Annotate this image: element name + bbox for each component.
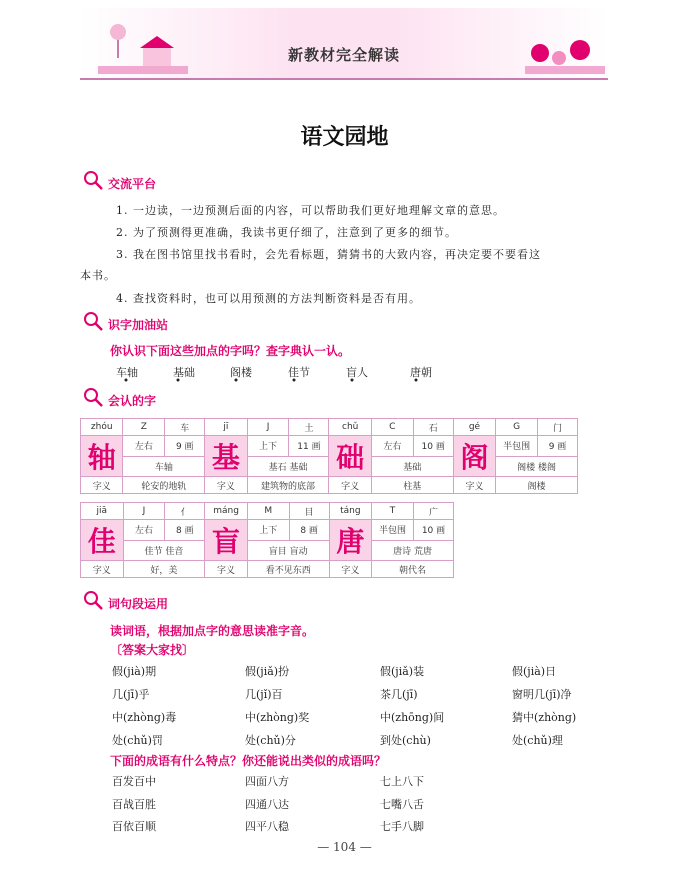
idiom: 百依百顺 bbox=[112, 820, 156, 833]
literacy-word: 盲人 bbox=[346, 366, 368, 379]
words: 唐诗 荒唐 bbox=[372, 540, 454, 561]
section-label: 交流平台 bbox=[108, 177, 157, 191]
answer-item: 茶几(jī) bbox=[380, 688, 418, 701]
big-char: 唐 bbox=[329, 520, 372, 561]
radical: 亻 bbox=[165, 503, 205, 520]
header-banner bbox=[80, 8, 608, 80]
answer-item: 中(zhōng)间 bbox=[380, 711, 445, 724]
index-letter: J bbox=[247, 419, 289, 436]
paragraph: 1. 一边读，一边预测后面的内容，可以帮助我们更好地理解文章的意思。 bbox=[116, 204, 505, 217]
paragraph: 4. 查找资料时，也可以用预测的方法判断资料是否有用。 bbox=[116, 292, 421, 305]
big-char: 佳 bbox=[81, 520, 124, 561]
meaning: 建筑物的底部 bbox=[247, 477, 329, 494]
big-char: 轴 bbox=[81, 436, 123, 477]
strokes: 8 画 bbox=[165, 520, 205, 541]
section-label: 识字加油站 bbox=[108, 318, 169, 332]
literacy-word: 唐朝 bbox=[410, 366, 432, 379]
page-number: 104 bbox=[333, 840, 356, 854]
structure: 半包围 bbox=[496, 436, 538, 457]
answer-item: 猜中(zhòng) bbox=[512, 711, 577, 724]
meaning: 阁楼 bbox=[496, 477, 578, 494]
structure: 上下 bbox=[247, 436, 289, 457]
structure: 左右 bbox=[123, 436, 165, 457]
meaning-label: 字义 bbox=[81, 561, 124, 578]
magnifier-icon bbox=[82, 169, 104, 191]
structure: 半包围 bbox=[372, 520, 414, 541]
meaning-label: 字义 bbox=[453, 477, 495, 494]
section-title-chars bbox=[108, 392, 156, 409]
words: 佳节 佳音 bbox=[123, 540, 205, 561]
index-letter: C bbox=[371, 419, 413, 436]
strokes: 8 画 bbox=[289, 520, 329, 541]
emphasis-dots bbox=[110, 377, 470, 383]
structure: 左右 bbox=[123, 520, 165, 541]
footer-dash: — bbox=[317, 840, 334, 854]
meaning: 好，美 bbox=[123, 561, 205, 578]
big-char: 盲 bbox=[205, 520, 248, 561]
section-title-literacy bbox=[108, 316, 168, 333]
idiom: 四面八方 bbox=[245, 775, 289, 788]
words: 基石 基础 bbox=[247, 456, 329, 477]
answer-item: 中(zhòng)毒 bbox=[112, 711, 177, 724]
meaning-label: 字义 bbox=[329, 477, 371, 494]
strokes: 11 画 bbox=[289, 436, 329, 457]
index-letter: Z bbox=[123, 419, 165, 436]
idiom: 百战百胜 bbox=[112, 798, 156, 811]
pinyin: jī bbox=[205, 419, 247, 436]
meaning: 轮安的地轨 bbox=[123, 477, 205, 494]
radical: 石 bbox=[413, 419, 453, 436]
answer-item: 到处(chù) bbox=[380, 734, 431, 747]
structure: 左右 bbox=[371, 436, 413, 457]
structure: 上下 bbox=[247, 520, 289, 541]
answer-item: 处(chǔ)罚 bbox=[112, 734, 163, 747]
answer-item: 几(jǐ)百 bbox=[245, 688, 283, 701]
strokes: 9 画 bbox=[538, 436, 578, 457]
usage-task2: 下面的成语有什么特点？你还能说出类似的成语吗？ bbox=[110, 754, 387, 768]
char-table-row1 bbox=[80, 418, 578, 494]
words: 盲目 盲动 bbox=[247, 540, 329, 561]
idiom: 七上八下 bbox=[380, 775, 424, 788]
answer-item: 中(zhòng)奖 bbox=[245, 711, 310, 724]
idiom: 百发百中 bbox=[112, 775, 156, 788]
answer-item: 几(jī)乎 bbox=[112, 688, 150, 701]
magnifier-icon bbox=[82, 589, 104, 611]
radical: 目 bbox=[289, 503, 329, 520]
strokes: 9 画 bbox=[165, 436, 205, 457]
words: 基础 bbox=[371, 456, 453, 477]
strokes: 10 画 bbox=[413, 436, 453, 457]
words: 阁楼 楼阁 bbox=[496, 456, 578, 477]
idiom: 七手八脚 bbox=[380, 820, 424, 833]
paragraph: 本书。 bbox=[80, 269, 116, 282]
pinyin: zhóu bbox=[81, 419, 123, 436]
answer-item: 假(jiǎ)装 bbox=[380, 665, 425, 678]
answer-item: 处(chǔ)理 bbox=[512, 734, 563, 747]
meaning: 朝代名 bbox=[372, 561, 454, 578]
pinyin: táng bbox=[329, 503, 372, 520]
big-char: 阁 bbox=[453, 436, 495, 477]
answer-item: 处(chǔ)分 bbox=[245, 734, 296, 747]
section-label: 会认的字 bbox=[108, 394, 157, 408]
meaning: 看不见东西 bbox=[247, 561, 329, 578]
section-title-usage bbox=[108, 595, 168, 612]
literacy-word: 佳节 bbox=[288, 366, 310, 379]
words: 车轴 bbox=[123, 456, 205, 477]
answer-item: 假(jià)期 bbox=[112, 665, 157, 678]
index-letter: M bbox=[247, 503, 289, 520]
meaning-label: 字义 bbox=[81, 477, 123, 494]
radical: 门 bbox=[538, 419, 578, 436]
magnifier-icon bbox=[82, 310, 104, 332]
section-title-exchange bbox=[108, 175, 156, 192]
strokes: 10 画 bbox=[413, 520, 453, 541]
pinyin: gé bbox=[453, 419, 495, 436]
meaning-label: 字义 bbox=[205, 561, 248, 578]
answer-item: 窗明几(jī)净 bbox=[512, 688, 572, 701]
pinyin: jiā bbox=[81, 503, 124, 520]
usage-task1: 读词语，根据加点字的意思读准字音。 bbox=[110, 624, 315, 638]
page-footer bbox=[0, 840, 689, 854]
answer-label: 〔答案大家找〕 bbox=[110, 643, 195, 657]
paragraph: 2. 为了预测得更准确，我读书更仔细了，注意到了更多的细节。 bbox=[116, 226, 457, 239]
section-label: 词句段运用 bbox=[108, 597, 169, 611]
literacy-word: 基础 bbox=[173, 366, 195, 379]
pinyin: máng bbox=[205, 503, 248, 520]
literacy-word: 阁楼 bbox=[230, 366, 252, 379]
paragraph: 3. 我在图书馆里找书看时，会先看标题，猜猜书的大致内容，再决定要不要看这 bbox=[116, 248, 541, 261]
idiom: 四平八稳 bbox=[245, 820, 289, 833]
footer-dash: — bbox=[355, 840, 372, 854]
radical: 广 bbox=[413, 503, 453, 520]
radical: 土 bbox=[289, 419, 329, 436]
idiom: 七嘴八舌 bbox=[380, 798, 424, 811]
meaning-label: 字义 bbox=[205, 477, 247, 494]
pinyin: chǔ bbox=[329, 419, 371, 436]
big-char: 础 bbox=[329, 436, 371, 477]
meaning: 柱基 bbox=[371, 477, 453, 494]
literacy-question: 你认识下面这些加点的字吗？查字典认一认。 bbox=[110, 344, 351, 358]
index-letter: G bbox=[496, 419, 538, 436]
answer-item: 假(jià)日 bbox=[512, 665, 557, 678]
char-table-row2 bbox=[80, 502, 454, 578]
index-letter: T bbox=[372, 503, 414, 520]
magnifier-icon bbox=[82, 386, 104, 408]
banner-title: 新教材完全解读 bbox=[287, 46, 400, 64]
index-letter: J bbox=[123, 503, 165, 520]
literacy-word: 车轴 bbox=[116, 366, 138, 379]
answer-item: 假(jiǎ)扮 bbox=[245, 665, 290, 678]
meaning-label: 字义 bbox=[329, 561, 372, 578]
page-title: 语文园地 bbox=[300, 124, 389, 150]
idiom: 四通八达 bbox=[245, 798, 289, 811]
radical: 车 bbox=[165, 419, 205, 436]
big-char: 基 bbox=[205, 436, 247, 477]
